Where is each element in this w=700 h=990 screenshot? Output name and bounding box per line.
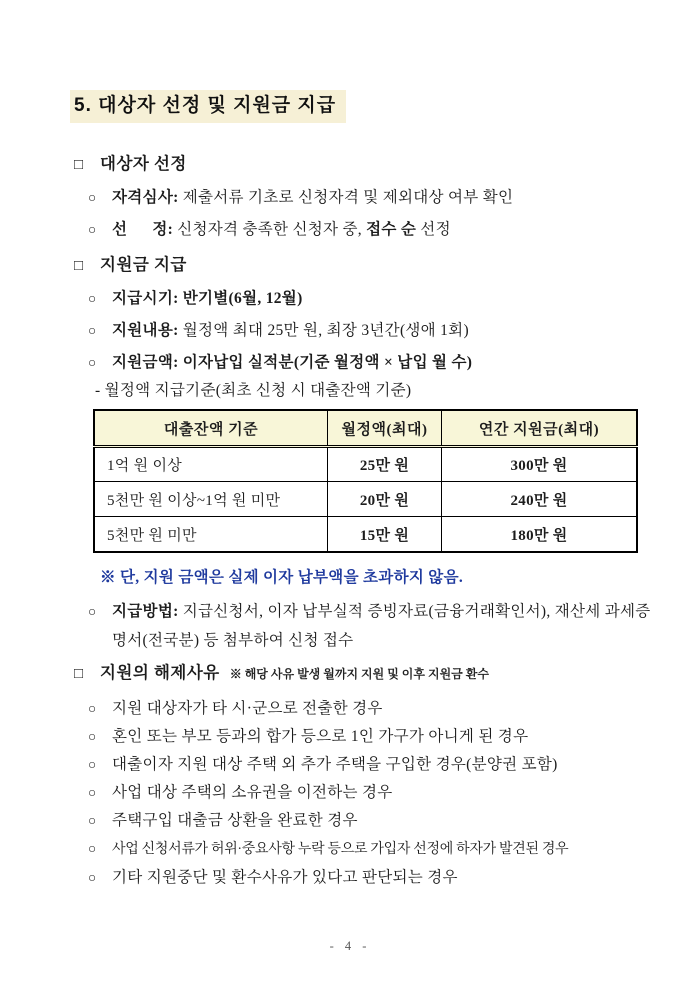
list-item-method — [88, 597, 652, 655]
circle-bullet-icon: ○ — [88, 322, 97, 338]
circle-bullet-icon: ○ — [88, 700, 97, 716]
cell-annual-support: 180만 원 — [442, 517, 638, 552]
circle-bullet-icon: ○ — [88, 290, 97, 306]
item-label: 선 정: — [112, 220, 174, 238]
circle-bullet-icon: ○ — [88, 354, 97, 370]
item-text: 지급방법: 지급신청서, 이자 납부실적 증빙자료(금융거래확인서), 재산세 과세증명서(전국분) 등 첨부하여 신청 접수 — [112, 602, 651, 649]
cell-annual-support: 240만 원 — [442, 482, 638, 517]
list-item-timing — [88, 288, 652, 309]
list-item-termination: ○ 지원 대상자가 타 시·군으로 전출한 경우 — [88, 699, 383, 717]
item-text: 지원내용: 월정액 최대 25만 원, 최장 3년간(생애 1회) — [112, 321, 469, 339]
square-bullet-icon: □ — [74, 257, 84, 274]
circle-bullet-icon: ○ — [88, 812, 97, 828]
section-heading-termination — [74, 662, 652, 685]
circle-bullet-icon: ○ — [88, 869, 97, 885]
circle-bullet-icon: ○ — [88, 189, 97, 205]
circle-bullet-icon: ○ — [88, 603, 97, 619]
list-item-termination: ○ 사업 신청서류가 허위·중요사항 누락 등으로 가입자 선정에 하자가 발견된 경우 — [88, 838, 652, 860]
page-number: - 4 - — [329, 939, 371, 953]
square-bullet-icon: □ — [74, 665, 84, 682]
table-row — [94, 482, 637, 517]
item-label: 지급시기: — [112, 289, 179, 307]
item-label: 지원내용: — [112, 321, 179, 339]
monthly-payment-table — [93, 409, 638, 553]
item-label: 지급방법: — [112, 602, 179, 620]
section-heading-note: ※ 해당 사유 발생 월까지 지원 및 이후 지원금 환수 — [229, 666, 489, 681]
col-header-annual-support: 연간 지원금(최대) — [442, 410, 638, 447]
circle-bullet-icon: ○ — [88, 221, 97, 237]
section-heading-label: 지원의 해제사유 — [100, 662, 220, 682]
cell-monthly-amount: 20만 원 — [327, 482, 441, 517]
list-item-selection — [88, 219, 652, 240]
col-header-monthly-amount: 월정액(최대) — [327, 410, 441, 447]
item-text: 지원금액: 이자납입 실적분(기준 월정액 × 납입 월 수) — [112, 353, 473, 371]
section-heading-label: 지원금 지급 — [100, 254, 187, 274]
table-caption: - 월정액 지급기준(최초 신청 시 대출잔액 기준) — [95, 381, 412, 399]
list-item-screening — [88, 187, 652, 208]
section-heading-payment — [74, 254, 652, 277]
cell-monthly-amount: 15만 원 — [327, 517, 441, 552]
square-bullet-icon: □ — [74, 156, 84, 173]
cell-loan-balance: 5천만 원 이상~1억 원 미만 — [94, 482, 327, 517]
list-item-termination: ○ 대출이자 지원 대상 주택 외 추가 주택을 구입한 경우(분양권 포함) — [88, 755, 558, 773]
table-header-row — [94, 410, 637, 447]
circle-bullet-icon: ○ — [88, 756, 97, 772]
page-title: 5. 대상자 선정 및 지원금 지급 — [70, 90, 346, 123]
cell-loan-balance: 5천만 원 미만 — [94, 517, 327, 552]
section-heading-label: 대상자 선정 — [100, 153, 187, 173]
item-label: 자격심사: — [112, 188, 179, 206]
col-header-loan-balance: 대출잔액 기준 — [94, 410, 327, 447]
circle-bullet-icon: ○ — [88, 728, 97, 744]
item-text: 자격심사: 제출서류 기초로 신청자격 및 제외대상 여부 확인 — [112, 188, 514, 206]
cell-loan-balance: 1억 원 이상 — [107, 458, 183, 475]
limit-note: ※ 단, 지원 금액은 실제 이자 납부액을 초과하지 않음. — [100, 568, 464, 586]
cell-monthly-amount: 25만 원 — [327, 447, 441, 482]
table-row — [94, 517, 637, 552]
list-item-termination: ○ 주택구입 대출금 상환을 완료한 경우 — [88, 811, 358, 829]
list-item-termination: ○ 기타 지원중단 및 환수사유가 있다고 판단되는 경우 — [88, 868, 458, 886]
list-item-termination: ○ 사업 대상 주택의 소유권을 이전하는 경우 — [88, 783, 393, 801]
cell-annual-support: 300만 원 — [442, 447, 638, 482]
table-row — [94, 447, 637, 482]
section-heading-selection — [74, 153, 652, 176]
item-text: 지급시기: 반기별(6월, 12월) — [112, 289, 303, 307]
circle-bullet-icon: ○ — [88, 784, 97, 800]
list-item-content — [88, 320, 652, 341]
list-item-amount — [88, 352, 652, 373]
item-label: 지원금액: — [112, 353, 179, 371]
list-item-termination: ○ 혼인 또는 부모 등과의 합가 등으로 1인 가구가 아니게 된 경우 — [88, 727, 529, 745]
circle-bullet-icon: ○ — [88, 840, 97, 856]
item-text: 선 정: 신청자격 충족한 신청자 중, 접수 순 선정 — [112, 220, 451, 238]
